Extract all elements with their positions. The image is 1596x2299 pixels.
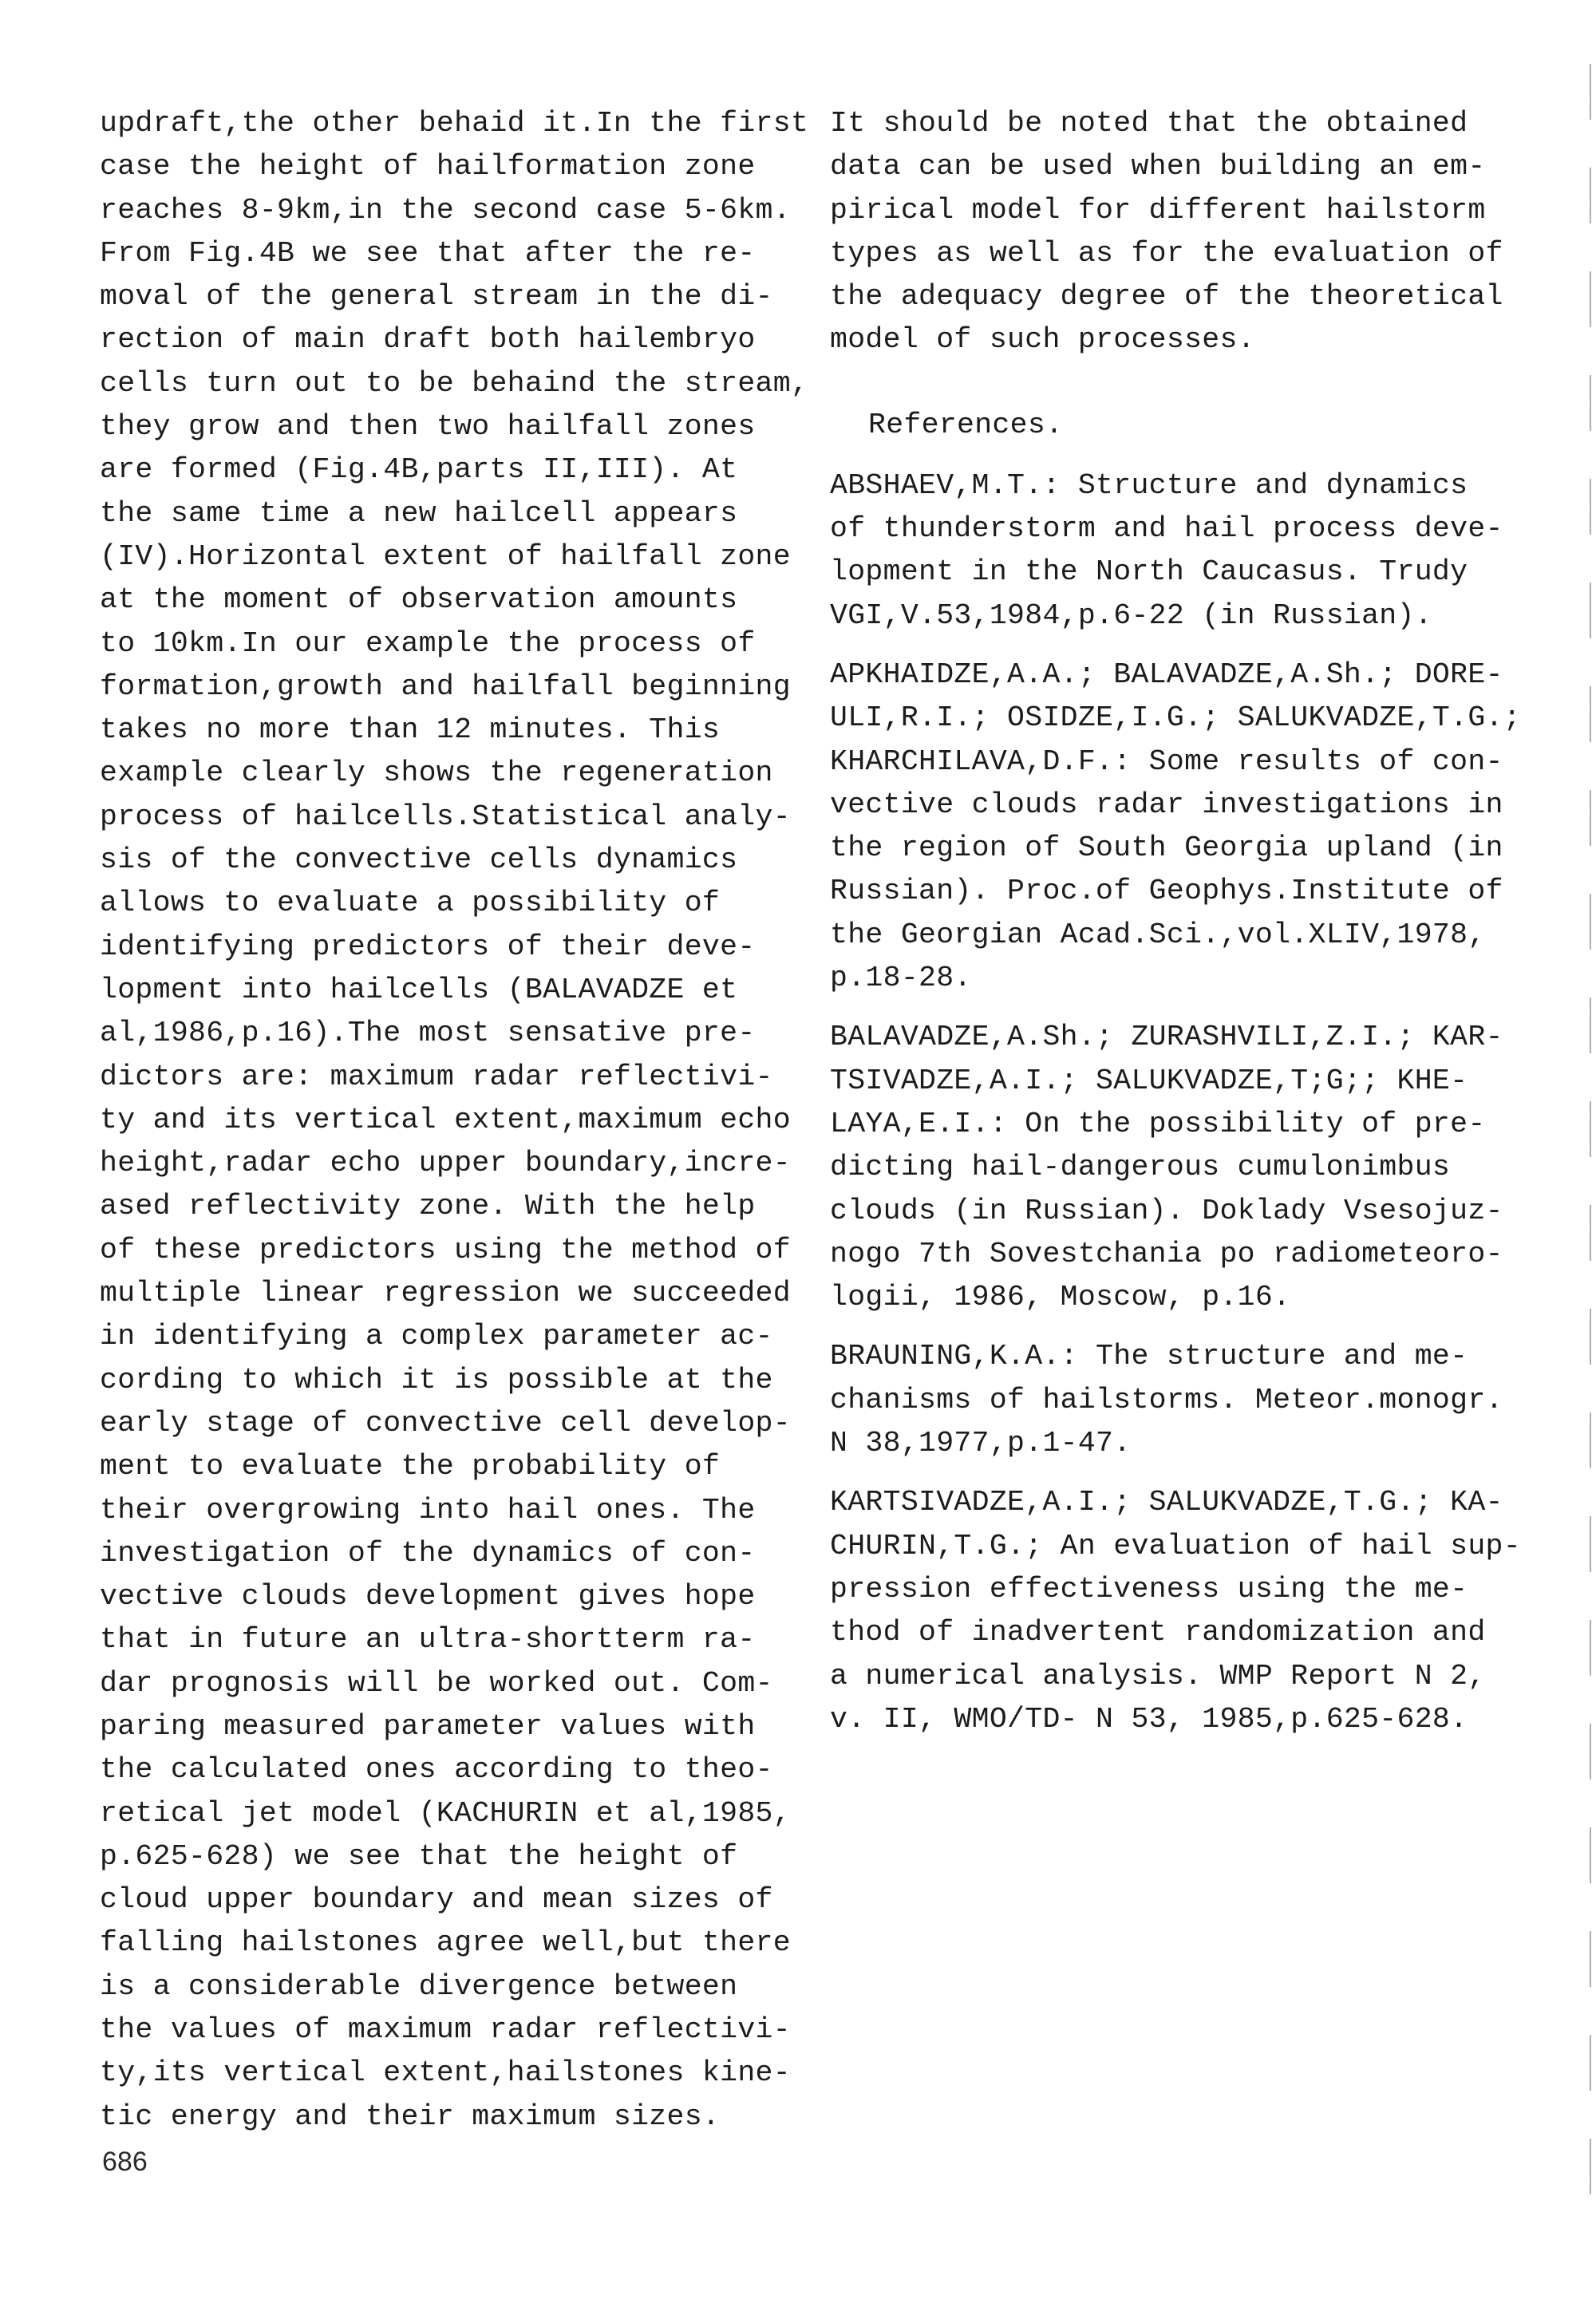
text-line: logii, 1986, Moscow, p.16.	[830, 1281, 1291, 1314]
text-line: dictors are: maximum radar reflectivi-	[100, 1060, 773, 1093]
text-line: TSIVADZE,A.I.; SALUKVADZE,T;G;; KHE-	[830, 1064, 1468, 1097]
reference-list	[830, 464, 1532, 1741]
text-line: moval of the general stream in the di-	[100, 280, 773, 314]
text-line: CHURIN,T.G.; An evaluation of hail sup-	[830, 1529, 1521, 1562]
text-line: a numerical analysis. WMP Report N 2,	[830, 1659, 1486, 1693]
text-line: example clearly shows the regeneration	[100, 756, 773, 790]
text-line: that in future an ultra-shortterm ra-	[100, 1623, 756, 1657]
text-line: (IV).Horizontal extent of hailfall zone	[100, 539, 791, 573]
text-line: process of hailcells.Statistical analy-	[100, 800, 791, 833]
reference-entry	[830, 1335, 1532, 1465]
text-line: identifying predictors of their deve-	[100, 930, 756, 963]
text-line: their overgrowing into hail ones. The	[100, 1493, 756, 1527]
text-line: ABSHAEV,M.T.: Structure and dynamics	[830, 468, 1468, 502]
text-line: height,radar echo upper boundary,incre-	[100, 1147, 791, 1180]
text-line: is a considerable divergence between	[100, 1969, 738, 2003]
scan-edge-shadow	[1590, 64, 1591, 2218]
references-heading: References.	[868, 408, 1064, 441]
text-line: pression effectiveness using the me-	[830, 1572, 1468, 1606]
text-line: KHARCHILAVA,D.F.: Some results of con-	[830, 745, 1503, 778]
text-line: clouds (in Russian). Doklady Vsesojuz-	[830, 1194, 1503, 1227]
text-line: falling hailstones agree well,but there	[100, 1926, 791, 1960]
text-line: sis of the convective cells dynamics	[100, 843, 738, 877]
text-line: cording to which it is possible at the	[100, 1363, 773, 1396]
text-line: vective clouds development gives hope	[100, 1580, 756, 1614]
text-line: nogo 7th Sovestchania po radiometeoro-	[830, 1237, 1503, 1270]
text-line: in identifying a complex parameter ac-	[100, 1320, 773, 1353]
reference-entry	[830, 654, 1532, 1000]
text-line: ty,its vertical extent,hailstones kine-	[100, 2056, 791, 2090]
text-line: ment to evaluate the probability of	[100, 1450, 721, 1483]
text-line: KARTSIVADZE,A.I.; SALUKVADZE,T.G.; KA-	[830, 1486, 1503, 1519]
text-line: the adequacy degree of the theoretical	[830, 280, 1503, 314]
text-line: al,1986,p.16).The most sensative pre-	[100, 1017, 756, 1050]
text-line: retical jet model (KACHURIN et al,1985,	[100, 1796, 791, 1830]
text-line: investigation of the dynamics of con-	[100, 1536, 756, 1570]
text-line: the calculated ones according to theo-	[100, 1753, 773, 1787]
text-line: updraft,the other behaid it.In the first	[100, 107, 809, 140]
text-line: reaches 8-9km,in the second case 5-6km.	[100, 193, 791, 227]
reference-entry	[830, 1481, 1532, 1741]
text-line: are formed (Fig.4B,parts II,III). At	[100, 453, 738, 487]
text-line: cloud upper boundary and mean sizes of	[100, 1883, 773, 1917]
text-line: lopment into hailcells (BALAVADZE et	[100, 973, 738, 1006]
text-line: at the moment of observation amounts	[100, 583, 738, 617]
body-text-left-column	[100, 102, 809, 2139]
text-line: case the height of hailformation zone	[100, 150, 756, 184]
reference-entry	[830, 1016, 1532, 1319]
body-text-right-column	[830, 102, 1532, 1757]
text-line: tic energy and their maximum sizes.	[100, 2100, 721, 2133]
text-line: the region of South Georgia upland (in	[830, 832, 1503, 865]
concluding-paragraph	[830, 102, 1532, 362]
text-line: paring measured parameter values with	[100, 1709, 756, 1743]
text-line: the values of maximum radar reflectivi-	[100, 2013, 791, 2047]
text-line: allows to evaluate a possibility of	[100, 887, 721, 920]
text-line: vective clouds radar investigations in	[830, 788, 1503, 821]
text-line: model of such processes.	[830, 323, 1255, 357]
text-line: p.625-628) we see that the height of	[100, 1839, 738, 1873]
text-line: thod of inadvertent randomization and	[830, 1616, 1486, 1649]
text-line: types as well as for the evaluation of	[830, 236, 1503, 270]
text-line: ty and its vertical extent,maximum echo	[100, 1103, 791, 1136]
text-line: chanisms of hailstorms. Meteor.monogr.	[830, 1383, 1503, 1416]
text-line: to 10km.In our example the process of	[100, 626, 756, 660]
text-line: multiple linear regression we succeeded	[100, 1277, 791, 1310]
reference-entry	[830, 464, 1532, 638]
text-line: ULI,R.I.; OSIDZE,I.G.; SALUKVADZE,T.G.;	[830, 701, 1521, 735]
text-line: p.18-28.	[830, 962, 972, 995]
text-line: ased reflectivity zone. With the help	[100, 1190, 756, 1223]
text-line: the Georgian Acad.Sci.,vol.XLIV,1978,	[830, 918, 1486, 951]
text-line: the same time a new hailcell appears	[100, 496, 738, 530]
text-line: N 38,1977,p.1-47.	[830, 1427, 1132, 1460]
text-line: It should be noted that the obtained	[830, 107, 1468, 140]
text-line: of thunderstorm and hail process deve-	[830, 512, 1503, 546]
text-line: data can be used when building an em-	[830, 150, 1486, 184]
text-line: of these predictors using the method of	[100, 1233, 791, 1266]
text-line: VGI,V.53,1984,p.6-22 (in Russian).	[830, 598, 1432, 632]
text-line: lopment in the North Caucasus. Trudy	[830, 555, 1468, 589]
text-line: takes no more than 12 minutes. This	[100, 713, 721, 747]
page-number: 686	[102, 2147, 148, 2177]
text-line: early stage of convective cell develop-	[100, 1406, 791, 1440]
text-line: APKHAIDZE,A.A.; BALAVADZE,A.Sh.; DORE-	[830, 658, 1503, 691]
text-line: dar prognosis will be worked out. Com-	[100, 1666, 773, 1700]
text-line: LAYA,E.I.: On the possibility of pre-	[830, 1107, 1486, 1140]
text-line: they grow and then two hailfall zones	[100, 410, 756, 444]
text-line: Russian). Proc.of Geophys.Institute of	[830, 875, 1503, 908]
text-line: v. II, WMO/TD- N 53, 1985,p.625-628.	[830, 1702, 1468, 1736]
text-line: BALAVADZE,A.Sh.; ZURASHVILI,Z.I.; KAR-	[830, 1021, 1503, 1054]
text-line: From Fig.4B we see that after the re-	[100, 236, 756, 270]
text-line: pirical model for different hailstorm	[830, 193, 1486, 227]
text-line: rection of main draft both hailembryo	[100, 323, 756, 357]
text-line: formation,growth and hailfall beginning	[100, 670, 791, 703]
text-line: cells turn out to be behaind the stream,	[100, 366, 809, 400]
text-line: BRAUNING,K.A.: The structure and me-	[830, 1340, 1468, 1373]
text-line: dicting hail-dangerous cumulonimbus	[830, 1151, 1451, 1184]
